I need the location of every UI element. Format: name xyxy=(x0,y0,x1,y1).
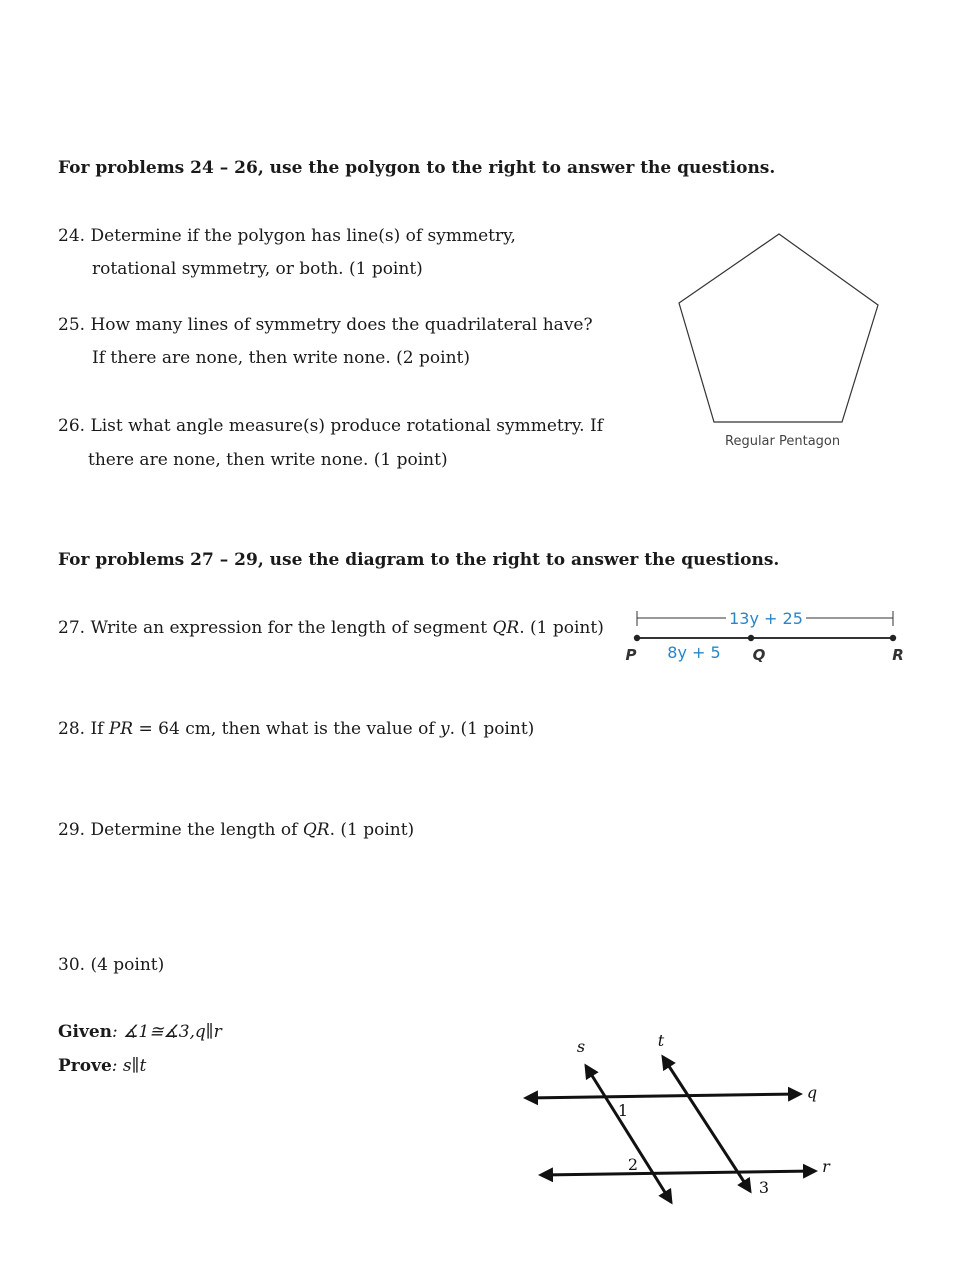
prove-label: Prove xyxy=(58,1056,112,1076)
question-26-line2: there are none, then write none. (1 point) xyxy=(88,450,448,470)
section1-heading: For problems 24 – 26, use the polygon to the right to answer the questions. xyxy=(58,158,776,178)
line-t xyxy=(663,1057,750,1191)
given-label: Given xyxy=(58,1022,113,1042)
angle-2-label: 2 xyxy=(627,1155,639,1174)
q28-var2: y xyxy=(440,719,450,739)
q27-post: . (1 point) xyxy=(519,618,604,638)
q29-pre: 29. Determine the length of xyxy=(58,820,303,840)
point-q-label: Q xyxy=(752,646,766,664)
q29-var: QR xyxy=(302,820,330,840)
angle-3-label: 3 xyxy=(758,1178,770,1197)
question-26-line1: 26. List what angle measure(s) produce rotational symmetry. If xyxy=(58,416,603,436)
q27-pre: 27. Write an expression for the length of segment xyxy=(58,618,493,638)
section2-heading: For problems 27 – 29, use the diagram to the right to answer the questions. xyxy=(58,550,780,570)
prove-text: : s∥t xyxy=(111,1056,147,1076)
q28-var1: PR xyxy=(108,719,134,739)
total-length-label: 13y + 25 xyxy=(729,609,803,628)
question-24-line1: 24. Determine if the polygon has line(s) of symmetry, xyxy=(58,226,516,246)
line-s xyxy=(586,1066,671,1202)
question-25-line1: 25. How many lines of symmetry does the quadrilateral have? xyxy=(58,315,593,335)
question-25-line2: If there are none, then write none. (2 point) xyxy=(92,348,470,368)
question-24-line2: rotational symmetry, or both. (1 point) xyxy=(92,259,423,279)
q29-post: . (1 point) xyxy=(329,820,415,840)
label-t: t xyxy=(657,1031,665,1050)
line-r xyxy=(541,1171,815,1175)
q28-mid: = 64 cm, then what is the value of xyxy=(133,719,441,739)
given-text: : ∡1≅∡3,q∥r xyxy=(112,1022,222,1042)
label-q: q xyxy=(806,1083,818,1102)
angle-1-label: 1 xyxy=(617,1101,629,1120)
q27-var: QR xyxy=(492,618,520,638)
question-30: 30. (4 point) xyxy=(58,955,165,975)
point-r-label: R xyxy=(892,646,904,664)
part-length-label: 8y + 5 xyxy=(667,643,721,662)
label-r: r xyxy=(822,1157,830,1176)
pentagon-caption: Regular Pentagon xyxy=(725,434,841,449)
label-s: s xyxy=(576,1037,586,1056)
line-q xyxy=(526,1094,800,1098)
q28-pre: 28. If xyxy=(58,719,109,739)
q28-post: . (1 point) xyxy=(449,719,535,739)
point-p-label: P xyxy=(625,646,637,664)
